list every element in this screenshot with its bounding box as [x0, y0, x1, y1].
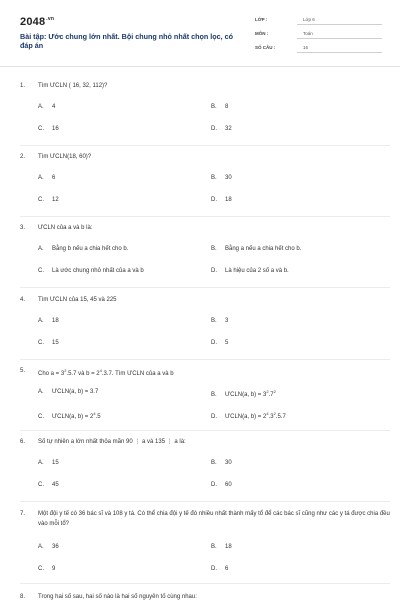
option-5d[interactable]: D. ƯCLN(a, $b) = 2^4.3^2.5.7$ [211, 411, 286, 420]
option-5b[interactable]: B. ƯCLN(a, $b) = 3^2.7^2$ [211, 389, 276, 398]
option-6d[interactable]: D. 60 [211, 482, 232, 488]
option-1b[interactable]: B. 8 [211, 104, 229, 110]
option-7a[interactable]: A. 36 [38, 544, 59, 550]
option-2c[interactable]: C. 12 [38, 197, 59, 203]
option-1c[interactable]: C. 16 [38, 126, 59, 132]
option-5c[interactable]: C. ƯCLN(a, $b) = 2^4.5$ [38, 411, 101, 420]
option-1a[interactable]: A. 4 [38, 104, 56, 110]
option-7d[interactable]: D. 6 [211, 566, 229, 572]
option-4d[interactable]: D. 5 [211, 340, 229, 346]
option-6a[interactable]: A. 15 [38, 460, 59, 466]
option-6c[interactable]: C. 45 [38, 482, 59, 488]
meta-subject: MÔN : Toán [255, 28, 382, 42]
option-4c[interactable]: C. 15 [38, 340, 59, 346]
question-7: 7. Một đội y tế có 36 bác sĩ và 108 y tá. Có thể chia đội y tế đó nhiều nhất thành mấy tổ để các bác sĩ cũng như các y tá được chia đều vào mỗi tổ? A. 36 B. 18 C. 9 D. 6 [20, 509, 390, 529]
option-3b[interactable]: B. Bằng a nếu a chia hết cho b. [211, 246, 302, 252]
worksheet-title: Bài tập: Ước chung lớn nhất. Bội chung nhỏ nhất chọn lọc, có đáp án [20, 32, 234, 50]
question-5: 5. Cho $a = 3^2.5.7$ và $b = 2^4.3.7$. Tìm ƯCLN của a và b A. ƯCLN(a, b) = 3.7 B. ƯCLN(a, $b) = 3^2.7^2$ C. ƯCLN(a, $b) = 2^4.5$ D. ƯCLN(a, $b) = 2^4.3^2.5.7$ [20, 366, 390, 379]
option-1d[interactable]: D. 32 [211, 126, 232, 132]
header-divider [0, 66, 400, 67]
option-4a[interactable]: A. 18 [38, 318, 59, 324]
option-5a[interactable]: A. ƯCLN(a, b) = 3.7 [38, 389, 99, 395]
option-6b[interactable]: B. 30 [211, 460, 232, 466]
option-7b[interactable]: B. 18 [211, 544, 232, 550]
question-6: 6. Số tự nhiên a lớn nhất thỏa mãn 90 ⋮ a và 135 ⋮ a là: A. 15 B. 30 C. 45 D. 60 [20, 437, 390, 447]
meta-question-count: SỐ CÂU : 16 [255, 42, 382, 56]
option-4b[interactable]: B. 3 [211, 318, 229, 324]
meta-info [255, 14, 382, 56]
option-2a[interactable]: A. 6 [38, 175, 56, 181]
option-3a[interactable]: A. Bằng b nếu a chia hết cho b. [38, 246, 129, 252]
option-2d[interactable]: D. 18 [211, 197, 232, 203]
question-3: 3. ƯCLN của a và b là: A. Bằng b nếu a chia hết cho b. B. Bằng a nếu a chia hết cho b. C. Là ước chung nhỏ nhất của a và b D. Là hiệu của 2 số a và b. [20, 223, 390, 233]
option-2b[interactable]: B. 30 [211, 175, 232, 181]
option-3c[interactable]: C. Là ước chung nhỏ nhất của a và b [38, 268, 144, 274]
question-2: 2. Tìm ƯCLN(18, 60)? A. 6 B. 30 C. 12 D. 18 [20, 152, 390, 162]
header [20, 14, 382, 64]
meta-class: LỚP : Lớp 6 [255, 14, 382, 28]
question-1: 1. Tìm ƯCLN ( 16, 32, 112)? A. 4 B. 8 C. 16 D. 32 [20, 81, 390, 91]
question-8: 8. Trong hai số sau, hai số nào là hai số nguyên tố cùng nhau: [20, 594, 197, 600]
option-3d[interactable]: D. Là hiệu của 2 số a và b. [211, 268, 289, 274]
question-4: 4. Tìm ƯCLN của 15, 45 và 225 A. 18 B. 3 C. 15 D. 5 [20, 295, 390, 305]
site-logo[interactable]: $2048^{.vn}$ [20, 16, 55, 28]
option-7c[interactable]: C. 9 [38, 566, 56, 572]
